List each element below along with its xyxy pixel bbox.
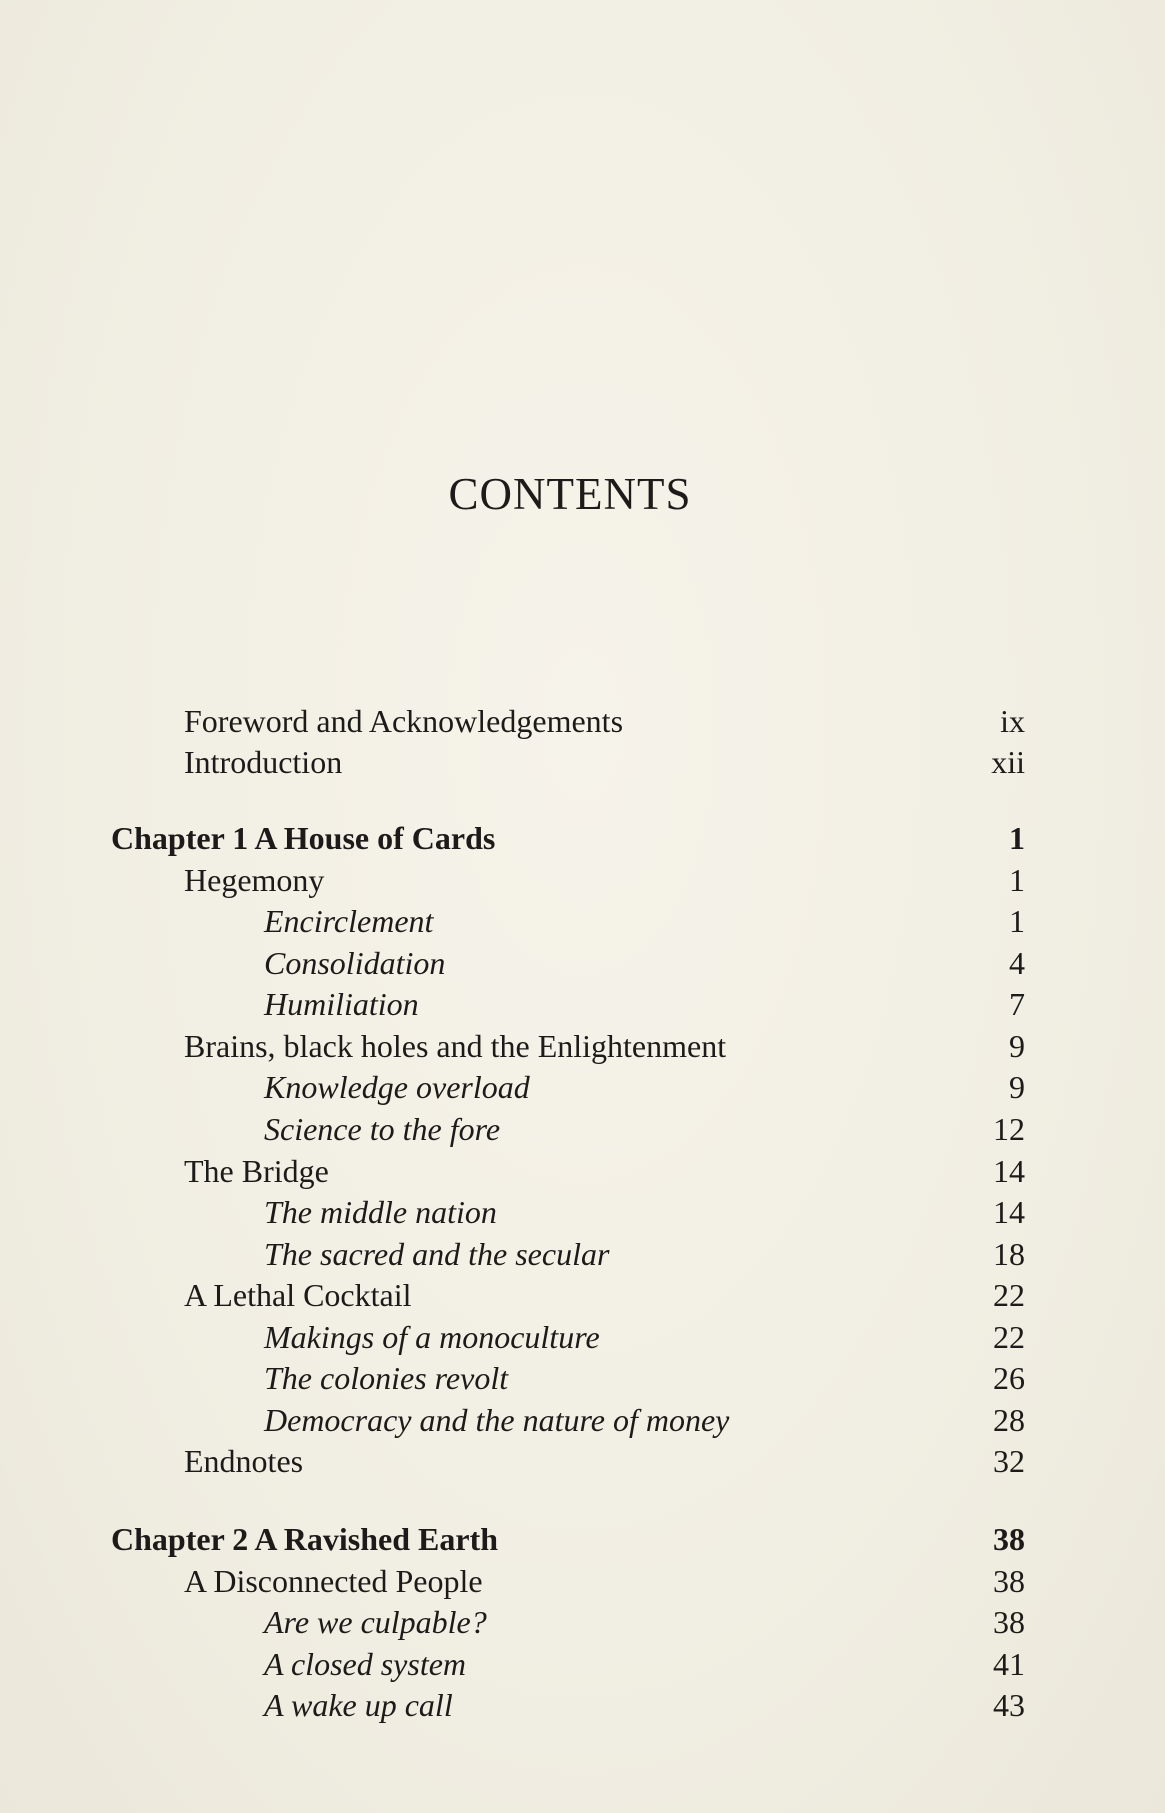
toc-subsection-page: 4 — [1009, 945, 1025, 981]
toc-subsection-page: 38 — [993, 1604, 1025, 1640]
toc-subsection-page: 1 — [1009, 903, 1025, 939]
toc-section-page: 22 — [993, 1277, 1025, 1313]
toc-subsection-label: Are we culpable? — [264, 1604, 487, 1640]
toc-subsection — [0, 1108, 1165, 1150]
toc-subsection-label: The colonies revolt — [264, 1360, 509, 1396]
toc-subsection-page: 12 — [993, 1111, 1025, 1147]
toc-chapter-page: 38 — [993, 1521, 1025, 1557]
toc-subsection-label: Encirclement — [264, 903, 434, 939]
toc-subsection — [0, 1643, 1165, 1685]
toc-subsection — [0, 983, 1165, 1025]
toc-subsection-label: The middle nation — [264, 1194, 497, 1230]
toc-entry-page: xii — [991, 744, 1025, 780]
toc-entry-label: Foreword and Acknowledgements — [184, 703, 624, 739]
toc-section — [0, 1150, 1165, 1192]
toc-section-label: A Disconnected People — [184, 1563, 483, 1599]
toc-section-page: 14 — [993, 1153, 1025, 1189]
toc-chapter-label: Chapter 1 A House of Cards — [111, 820, 496, 856]
toc-section-label: Brains, black holes and the Enlightenment — [184, 1028, 727, 1064]
toc-chapter-label: Chapter 2 A Ravished Earth — [111, 1521, 499, 1557]
toc-subsection — [0, 1191, 1165, 1233]
toc-chapter-page: 1 — [1009, 820, 1025, 856]
toc-subsection — [0, 1357, 1165, 1399]
toc-entry-label: Introduction — [184, 744, 343, 780]
toc-section — [0, 1440, 1165, 1482]
toc-subsection-label: A closed system — [264, 1646, 467, 1682]
toc-subsection — [0, 1399, 1165, 1441]
toc-entry-introduction — [0, 741, 1165, 783]
toc-subsection-label: Makings of a monoculture — [264, 1319, 600, 1355]
toc-subsection-page: 43 — [993, 1687, 1025, 1723]
toc-section-label: Hegemony — [184, 862, 325, 898]
toc-entry-foreword — [0, 700, 1165, 742]
toc-subsection-label: Humiliation — [264, 986, 419, 1022]
toc-subsection — [0, 942, 1165, 984]
toc-section-page: 32 — [993, 1443, 1025, 1479]
toc-section — [0, 1274, 1165, 1316]
toc-subsection-page: 41 — [993, 1646, 1025, 1682]
toc-section-page: 38 — [993, 1563, 1025, 1599]
toc-section — [0, 859, 1165, 901]
toc-subsection-page: 7 — [1009, 986, 1025, 1022]
toc-subsection-label: Democracy and the nature of money — [264, 1402, 730, 1438]
toc-subsection-page: 22 — [993, 1319, 1025, 1355]
toc-section-page: 9 — [1009, 1028, 1025, 1064]
toc-subsection — [0, 1684, 1165, 1726]
toc-section — [0, 1560, 1165, 1602]
toc-section-label: Endnotes — [184, 1443, 304, 1479]
toc-section-label: A Lethal Cocktail — [184, 1277, 412, 1313]
toc-subsection-page: 18 — [993, 1236, 1025, 1272]
toc-subsection-label: Consolidation — [264, 945, 446, 981]
toc-subsection — [0, 1316, 1165, 1358]
toc-section-page: 1 — [1009, 862, 1025, 898]
toc-section-label: The Bridge — [184, 1153, 329, 1189]
toc-subsection-page: 14 — [993, 1194, 1025, 1230]
toc-subsection-label: A wake up call — [264, 1687, 453, 1723]
toc-subsection-page: 26 — [993, 1360, 1025, 1396]
toc-entry-page: ix — [1000, 703, 1025, 739]
toc-subsection — [0, 1066, 1165, 1108]
toc-section — [0, 1025, 1165, 1067]
toc-subsection-page: 28 — [993, 1402, 1025, 1438]
toc-subsection-label: Knowledge overload — [264, 1069, 530, 1105]
toc-chapter-2 — [0, 1518, 1165, 1560]
toc-subsection — [0, 900, 1165, 942]
toc-subsection-label: Science to the fore — [264, 1111, 501, 1147]
toc-subsection-label: The sacred and the secular — [264, 1236, 610, 1272]
toc-subsection-page: 9 — [1009, 1069, 1025, 1105]
toc-chapter-1 — [0, 817, 1165, 859]
toc-subsection — [0, 1233, 1165, 1275]
page-title: CONTENTS — [448, 469, 692, 519]
toc-subsection — [0, 1601, 1165, 1643]
